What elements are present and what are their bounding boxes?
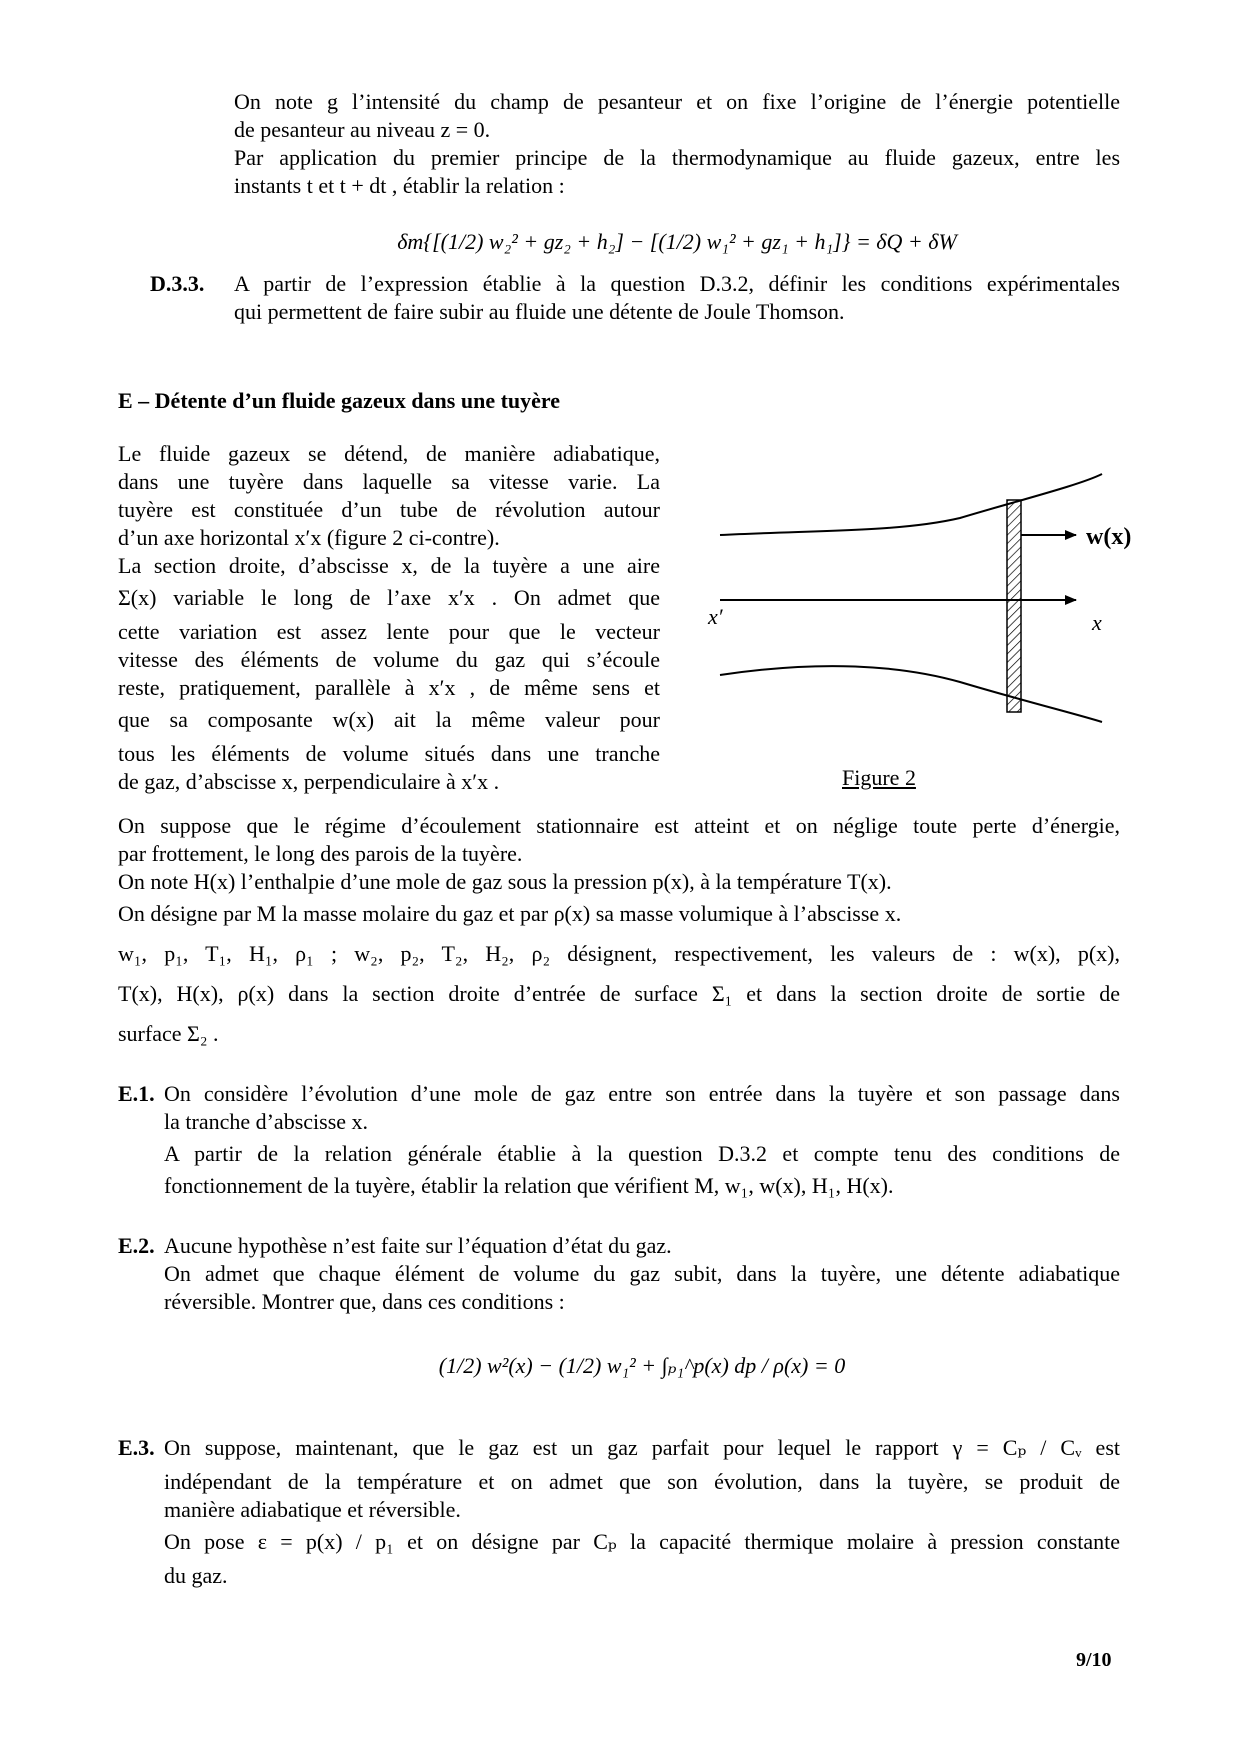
e3-line-1: On suppose, maintenant, que le gaz est un gaz parfait pour lequel le rapport γ = Cₚ / Cᵥ est bbox=[164, 1435, 1120, 1460]
question-e3-label: E.3. bbox=[118, 1435, 155, 1460]
d33-line-2: qui permettent de faire subir au fluide une détente de Joule Thomson. bbox=[234, 299, 845, 324]
e1-line-1: On considère l’évolution d’une mole de gaz entre son entrée dans la tuyère et son passage dans bbox=[164, 1081, 1120, 1106]
e1-line-2: la tranche d’abscisse x. bbox=[164, 1109, 369, 1134]
left-line-7: cette variation est assez lente pour que le vecteur bbox=[118, 619, 660, 644]
left-line-11: tous les éléments de volume situés dans une tranche bbox=[118, 741, 660, 766]
label-x-prime: x′ bbox=[708, 604, 723, 629]
left-line-8: vitesse des éléments de volume du gaz qui s’écoule bbox=[118, 647, 660, 672]
section-e-full-text bbox=[118, 812, 1120, 1048]
question-e2-label: E.2. bbox=[118, 1233, 155, 1258]
question-e1-label: E.1. bbox=[118, 1081, 155, 1106]
left-line-5: La section droite, d’abscisse x, de la tuyère a une aire bbox=[118, 553, 660, 578]
question-d33-label: D.3.3. bbox=[150, 271, 205, 296]
left-line-2: dans une tuyère dans laquelle sa vitesse varie. La bbox=[118, 469, 660, 494]
energy-balance-equation: δm{[(1/2) w₂² + gz₂ + h₂] − [(1/2) w₁² + gz₁ + h₁]} = δQ + δW bbox=[397, 229, 957, 254]
full-line-5: w₁, p₁, T₁, H₁, ρ₁ ; w₂, p₂, T₂, H₂, ρ₂ désignent, respectivement, les valeurs de : w(x), p(x), bbox=[118, 941, 1120, 966]
intro-line-4: instants t et t + dt , établir la relation : bbox=[234, 173, 565, 198]
full-line-6: T(x), H(x), ρ(x) dans la section droite d’entrée de surface Σ₁ et dans la section droite de sortie de bbox=[118, 981, 1120, 1006]
full-line-7: surface Σ₂ . bbox=[118, 1021, 219, 1046]
e1-line-3: A partir de la relation générale établie à la question D.3.2 et compte tenu des conditions de bbox=[164, 1141, 1120, 1166]
full-line-4: On désigne par M la masse molaire du gaz et par ρ(x) sa masse volumique à l’abscisse x. bbox=[118, 901, 902, 926]
gas-slice-hatched bbox=[1007, 500, 1021, 712]
label-w-x: w(x) bbox=[1086, 524, 1132, 550]
e3-line-2: indépendant de la température et on admet que son évolution, dans la tuyère, se produit de bbox=[164, 1469, 1120, 1494]
question-e2-text bbox=[164, 1232, 1120, 1316]
intro-line-1: On note g l’intensité du champ de pesanteur et on fixe l’origine de l’énergie potentielle bbox=[234, 89, 1120, 114]
left-line-4: d’un axe horizontal x′x (figure 2 ci-contre). bbox=[118, 525, 500, 550]
question-e1-text bbox=[164, 1080, 1120, 1200]
left-line-1: Le fluide gazeux se détend, de manière adiabatique, bbox=[118, 441, 660, 466]
e2-line-2: On admet que chaque élément de volume du gaz subit, dans la tuyère, une détente adiabatique bbox=[164, 1261, 1120, 1286]
label-x: x bbox=[1092, 610, 1102, 635]
question-d33-text bbox=[234, 270, 1120, 326]
full-line-3: On note H(x) l’enthalpie d’une mole de gaz sous la pression p(x), à la température T(x). bbox=[118, 869, 892, 894]
d33-line-1: A partir de l’expression établie à la question D.3.2, définir les conditions expérimentales bbox=[234, 271, 1120, 296]
figure-2-nozzle-diagram bbox=[700, 460, 1160, 740]
page-number: 9/10 bbox=[1076, 1649, 1112, 1671]
question-e3-text bbox=[164, 1434, 1120, 1590]
intro-line-2: de pesanteur au niveau z = 0. bbox=[234, 117, 491, 142]
left-line-6: Σ(x) variable le long de l’axe x′x . On admet que bbox=[118, 585, 660, 610]
nozzle-lower-wall bbox=[720, 666, 1102, 722]
e3-line-5: du gaz. bbox=[164, 1563, 228, 1588]
e3-line-4: On pose ε = p(x) / p₁ et on désigne par Cₚ la capacité thermique molaire à pression constante bbox=[164, 1529, 1120, 1554]
full-line-2: par frottement, le long des parois de la tuyère. bbox=[118, 841, 523, 866]
section-e-title: E – Détente d’un fluide gazeux dans une tuyère bbox=[118, 388, 561, 413]
e2-line-3: réversible. Montrer que, dans ces conditions : bbox=[164, 1289, 565, 1314]
full-line-1: On suppose que le régime d’écoulement stationnaire est atteint et on néglige toute perte d’énergie, bbox=[118, 813, 1120, 838]
intro-block bbox=[234, 88, 1120, 200]
left-line-9: reste, pratiquement, parallèle à x′x , de même sens et bbox=[118, 675, 660, 700]
figure-2-caption: Figure 2 bbox=[842, 765, 916, 790]
section-e-left-text bbox=[118, 440, 660, 796]
e3-line-3: manière adiabatique et réversible. bbox=[164, 1497, 461, 1522]
e2-line-1: Aucune hypothèse n’est faite sur l’équation d’état du gaz. bbox=[164, 1233, 672, 1258]
e1-line-4: fonctionnement de la tuyère, établir la relation que vérifient M, w₁, w(x), H₁, H(x). bbox=[164, 1173, 894, 1198]
left-line-3: tuyère est constituée d’un tube de révolution autour bbox=[118, 497, 660, 522]
left-line-12: de gaz, d’abscisse x, perpendiculaire à x′x . bbox=[118, 769, 500, 794]
bernoulli-integral-equation: (1/2) w²(x) − (1/2) w₁² + ∫ₚ₁^p(x) dp / ρ(x) = 0 bbox=[438, 1353, 846, 1378]
nozzle-upper-wall bbox=[720, 474, 1102, 535]
intro-line-3: Par application du premier principe de la thermodynamique au fluide gazeux, entre les bbox=[234, 145, 1120, 170]
left-line-10: que sa composante w(x) ait la même valeur pour bbox=[118, 707, 660, 732]
